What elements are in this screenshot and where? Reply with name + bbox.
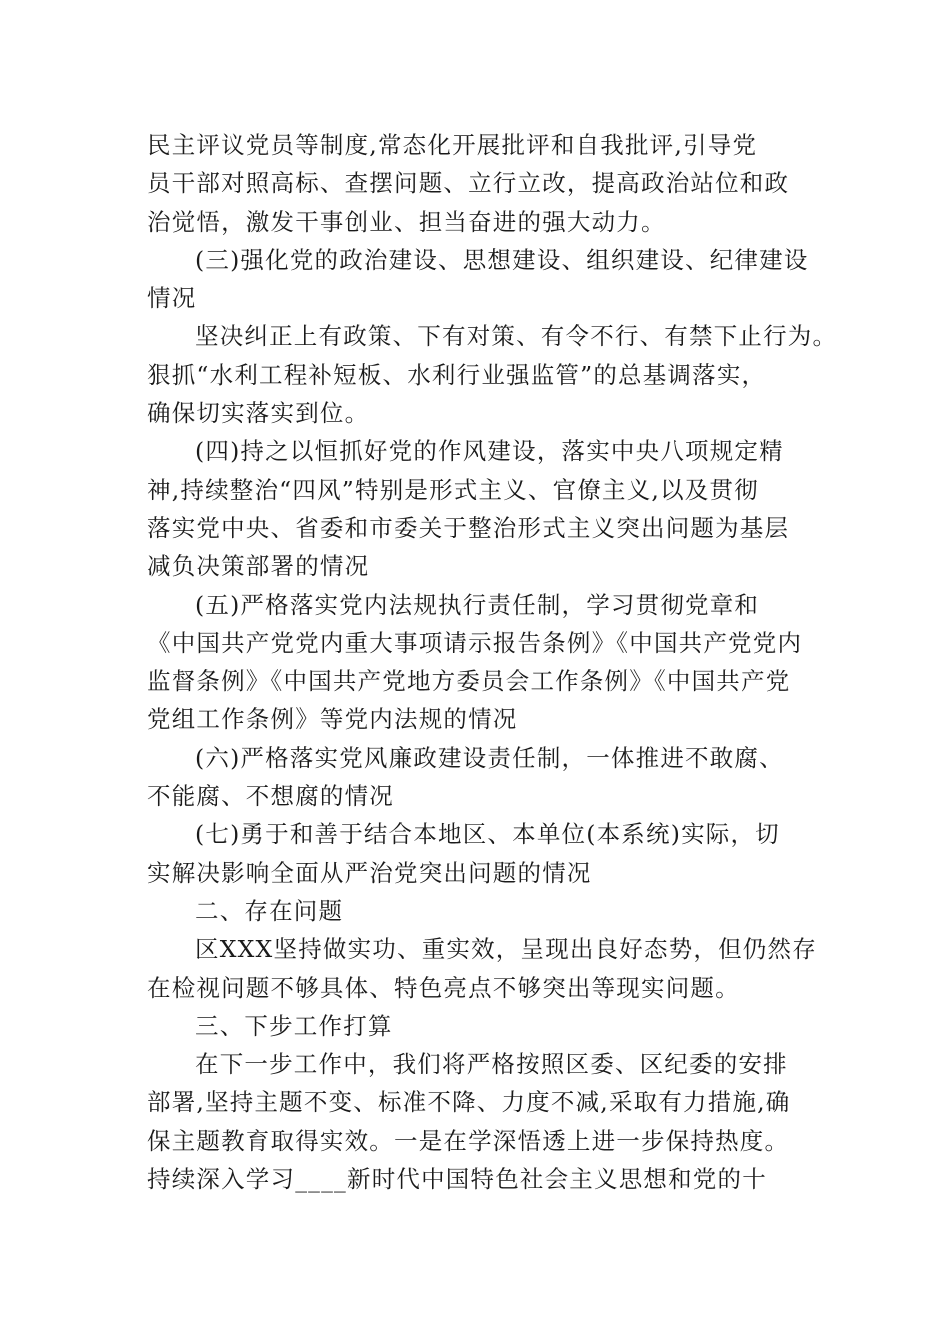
text-line: 保主题教育取得实效。一是在学深悟透上进一步保持热度。 [147,1126,790,1155]
text-line: 在下一步工作中，我们将严格按照区委、区纪委的安排 [195,1050,788,1079]
text-line: 在检视问题不够具体、特色亮点不够突出等现实问题。 [147,973,740,1002]
document-body [147,126,838,1198]
text-line: 部署,坚持主题不变、标准不降、力度不减,采取有力措施,确 [147,1088,791,1117]
text-line: 减负决策部署的情况 [147,552,370,581]
text-line: (六)严格落实党风廉政建设责任制，一体推进不敢腐、 [195,743,784,772]
text-line: 监督条例》《中国共产党地方委员会工作条例》《中国共产党 [147,667,791,696]
text-line: 狠抓“水利工程补短板、水利行业强监管”的总基调落实， [147,360,767,389]
text-line: 员干部对照高标、查摆问题、立行立改，提高政治站位和政 [147,169,790,198]
text-line: 三、下步工作打算 [195,1011,393,1040]
text-line: (三)强化党的政治建设、思想建设、组织建设、纪律建设 [195,245,809,274]
text-line: 民主评议党员等制度,常态化开展批评和自我批评,引导党 [147,131,758,159]
text-line: 坚决纠正上有政策、下有对策、有令不行、有禁下止行为。 [195,322,838,351]
text-line: 不能腐、不想腐的情况 [147,782,394,811]
text-line: (五)严格落实党内法规执行责任制，学习贯彻党章和 [195,590,760,619]
text-line: 神,持续整治“四风”特别是形式主义、官僚主义,以及贯彻 [147,475,759,504]
text-line: 情况 [147,284,197,313]
text-line: 治觉悟，激发干事创业、担当奋进的强大动力。 [147,207,666,236]
text-line: (七)勇于和善于结合本地区、本单位(本系统)实际，切 [195,820,780,849]
text-line: 落实党中央、省委和市委关于整治形式主义突出问题为基层 [147,513,790,542]
text-line: 区XXX坚持做实功、重实效，呈现出良好态势，但仍然存 [195,935,817,964]
text-line: 《中国共产党党内重大事项请示报告条例》《中国共产党党内 [147,628,803,657]
text-line: 二、存在问题 [195,896,344,925]
text-line: (四)持之以恒抓好党的作风建设，落实中央八项规定精 [195,437,784,466]
text-line: 实解决影响全面从严治党突出问题的情况 [147,858,592,887]
text-line: 持续深入学习____新时代中国特色社会主义思想和党的十 [147,1165,767,1194]
text-line: 党组工作条例》等党内法规的情况 [147,705,518,734]
text-line: 确保切实落实到位。 [147,399,370,428]
